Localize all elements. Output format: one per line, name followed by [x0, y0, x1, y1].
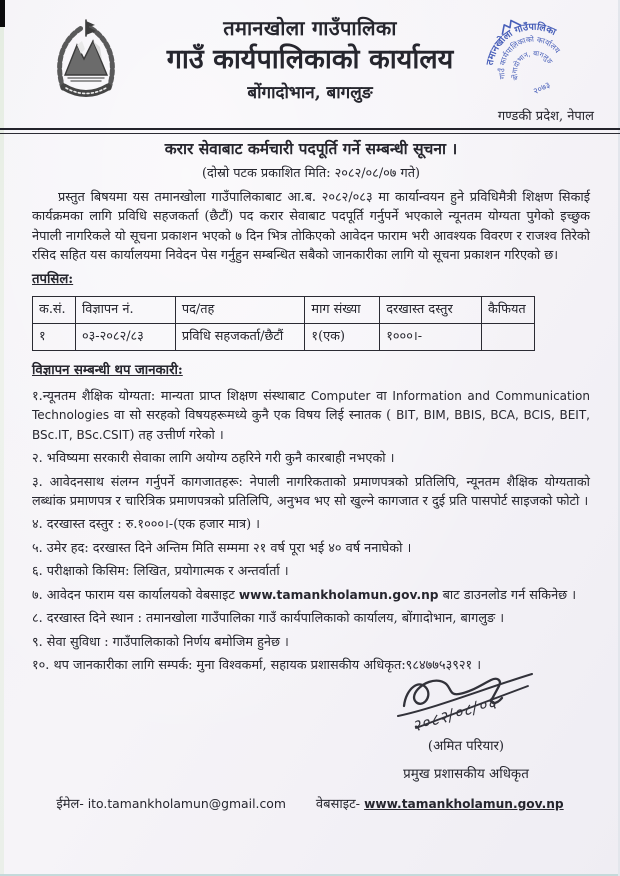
col-advert-no: विज्ञापन नं.: [75, 296, 175, 323]
info-item-3: ३. आवेदनसाथ संलग्न गर्नुपर्ने कागजातहरू: नेपाली नागरिकताको प्रमाणपत्रको प्रतिलिपि, न्यूनतम शैक्षिक योग्यताको लब्धांक प्रमाणपत्र र चारित्रिक प्रमाणपत्रको प्रतिलिपि, अनुभव भए सो खुल्ने कागजात र दुई प्रति पासपोर्ट साइजको फोटो ।: [32, 474, 590, 510]
stamp-line1: तमानखोला गाउँपालिका: [484, 21, 558, 67]
header-office-name: गाउँ कार्यपालिकाको कार्यालय: [166, 44, 454, 75]
item1-en3: BIT, BIM, BBIS, BCA, BCIS, BEIT, BSc.IT, BSc.CSIT: [32, 408, 590, 442]
info-item-9: ९. सेवा सुविधा : गाउँपालिकाको निर्णय बमोजिम हुनेछ ।: [32, 634, 289, 650]
footer-email: [56, 794, 286, 812]
intro-paragraph: प्रस्तुत बिषयमा यस तमानखोला गाउँपालिकाबाट आ.ब. २०८२/०८३ मा कार्यान्वयन हुने प्रविधिमैत्री शिक्षण सिकाई कार्यक्रमका लागि प्रविधि सहजकर्ता (छैटौं) पद करार सेवाबाट पदपूर्ति गर्नुपर्ने भएकाले न्यूनतम योग्यता पुगेको इच्छुक नेपाली नागरिकले यो सूचना प्रकाशन भएको ७ दिन भित्र तोकिएको आवेदन फाराम भरी आवश्यक विवरण र राजश्व तिरेको रसिद सहित यस कार्यालयमा निवेदन पेस गर्नुहुन सम्बन्धित सबैको जानकारीका लागि यो सूचना प्रकाशन गरिएको छ।: [32, 189, 590, 264]
signature-icon: [376, 666, 556, 744]
vacancy-table: [32, 296, 535, 351]
signatory-name: (अमित परियार): [427, 739, 505, 754]
website-value: www.tamankholamun.gov.np: [364, 797, 564, 811]
municipality-emblem-icon: [52, 18, 120, 108]
header-province: गण्डकी प्रदेश, नेपाल: [497, 109, 594, 124]
item1-en2: Information and Communication Technologies: [32, 388, 590, 423]
col-remarks: कैफियत: [481, 296, 534, 323]
col-fee: दरखास्त दस्तुर: [380, 296, 482, 323]
website-label: वेबसाइट-: [315, 797, 361, 812]
footer-website: [316, 794, 564, 812]
header-address: बोंगादोभान, बागलुङ: [247, 83, 373, 103]
col-post: पद/तह: [175, 296, 305, 323]
additional-info-heading: विज्ञापन सम्बन्धी थप जानकारी:: [32, 362, 183, 378]
item1-np2: वा: [370, 388, 393, 404]
item1-en1: Computer: [310, 388, 371, 403]
cell-remarks: [481, 323, 534, 350]
info-item-2: २. भविष्यमा सरकारी सेवाका लागि अयोग्य ठहरिने गरी कुनै कारबाही नभएको ।: [32, 451, 395, 467]
footer: [0, 794, 620, 812]
cell-demand: १(एक): [305, 323, 380, 350]
stamp-line3: बोंगादोभान, बागलुङ: [510, 49, 554, 81]
scan-edge-mark: [0, 0, 5, 27]
publish-date-line: (दोस्रो पटक प्रकाशित मिति: २०८२/०८/०७ गते): [201, 165, 421, 181]
signatory-designation: प्रमुख प्रशासकीय अधिकृत: [403, 767, 529, 782]
email-value: ito.tamankholamun@gmail.com: [87, 796, 286, 811]
col-demand: माग संख्या: [305, 296, 380, 323]
item7-np2: बाट डाउनलोड गर्न सकिनेछ ।: [438, 587, 577, 603]
info-item-4: ४. दरखास्त दस्तुर : रु.१०००।-(एक हजार मात्र) ।: [32, 517, 261, 533]
item7-website: www.tamankholamun.gov.np: [238, 587, 439, 602]
info-item-5: ५. उमेर हद: दरखास्त दिने अन्तिम मिति सम्ममा २१ वर्ष पूरा भई ४० वर्ष ननाघेको ।: [32, 540, 412, 556]
info-item-1: [32, 387, 590, 445]
item7-np1: ७. आवेदन फाराम यस कार्यालयको वेबसाइट: [32, 587, 239, 603]
notice-title: करार सेवाबाट कर्मचारी पदपूर्ति गर्ने सम्बन्धी सूचना ।: [164, 139, 458, 158]
info-item-6: ६. परीक्षाको किसिम: लिखित, प्रयोगात्मक र अन्तर्वार्ता ।: [32, 564, 289, 580]
table-header-row: [33, 296, 535, 323]
info-item-10: १०. थप जानकारीका लागि सम्पर्क: मुना विश्वकर्मा, सहायक प्रशासकीय अधिकृत:९८४७७५३९२१ ।: [32, 658, 482, 674]
stamp-line2: गाउँ कार्यपालिकाको कार्यालय: [497, 34, 562, 80]
cell-fee: १०००।-: [380, 323, 482, 350]
signature-block: [346, 666, 586, 782]
header-municipality-name: तमानखोला गाउँपालिका: [223, 16, 397, 40]
item1-np1: १.न्यूनतम शैक्षिक योग्यता: मान्यता प्राप्त शिक्षण संस्थाबाट: [32, 388, 311, 404]
table-row: [33, 323, 535, 350]
cell-post: प्रविधि सहजकर्ता/छैटौं: [175, 323, 305, 350]
col-serial: क.सं.: [33, 296, 76, 323]
email-label: ईमेल-: [56, 797, 84, 812]
handwritten-date: २०८२/०८/०६: [409, 692, 499, 736]
stamp-year: २०७३: [531, 80, 553, 98]
cell-advert-no: ०३-२०८२/८३: [75, 323, 175, 350]
item1-np3: वा सो सरहको विषयहरूमध्ये कुनै एक विषय लिई स्नातक (: [109, 408, 397, 424]
header-divider: [0, 128, 620, 134]
item1-np4: ) तह उत्तीर्ण गरेको ।: [129, 427, 224, 443]
office-stamp-icon: [478, 10, 578, 110]
info-item-7: [32, 586, 590, 605]
tapasil-heading: तपसिल:: [32, 271, 74, 287]
notice-body: [32, 137, 590, 680]
info-item-8: ८. दरखास्त दिने स्थान : तमानखोला गाउँपालिका गाउँ कार्यपालिकाको कार्यालय, बोंगादोभान, बागलुङ ।: [32, 611, 505, 627]
cell-serial: १: [33, 323, 76, 350]
